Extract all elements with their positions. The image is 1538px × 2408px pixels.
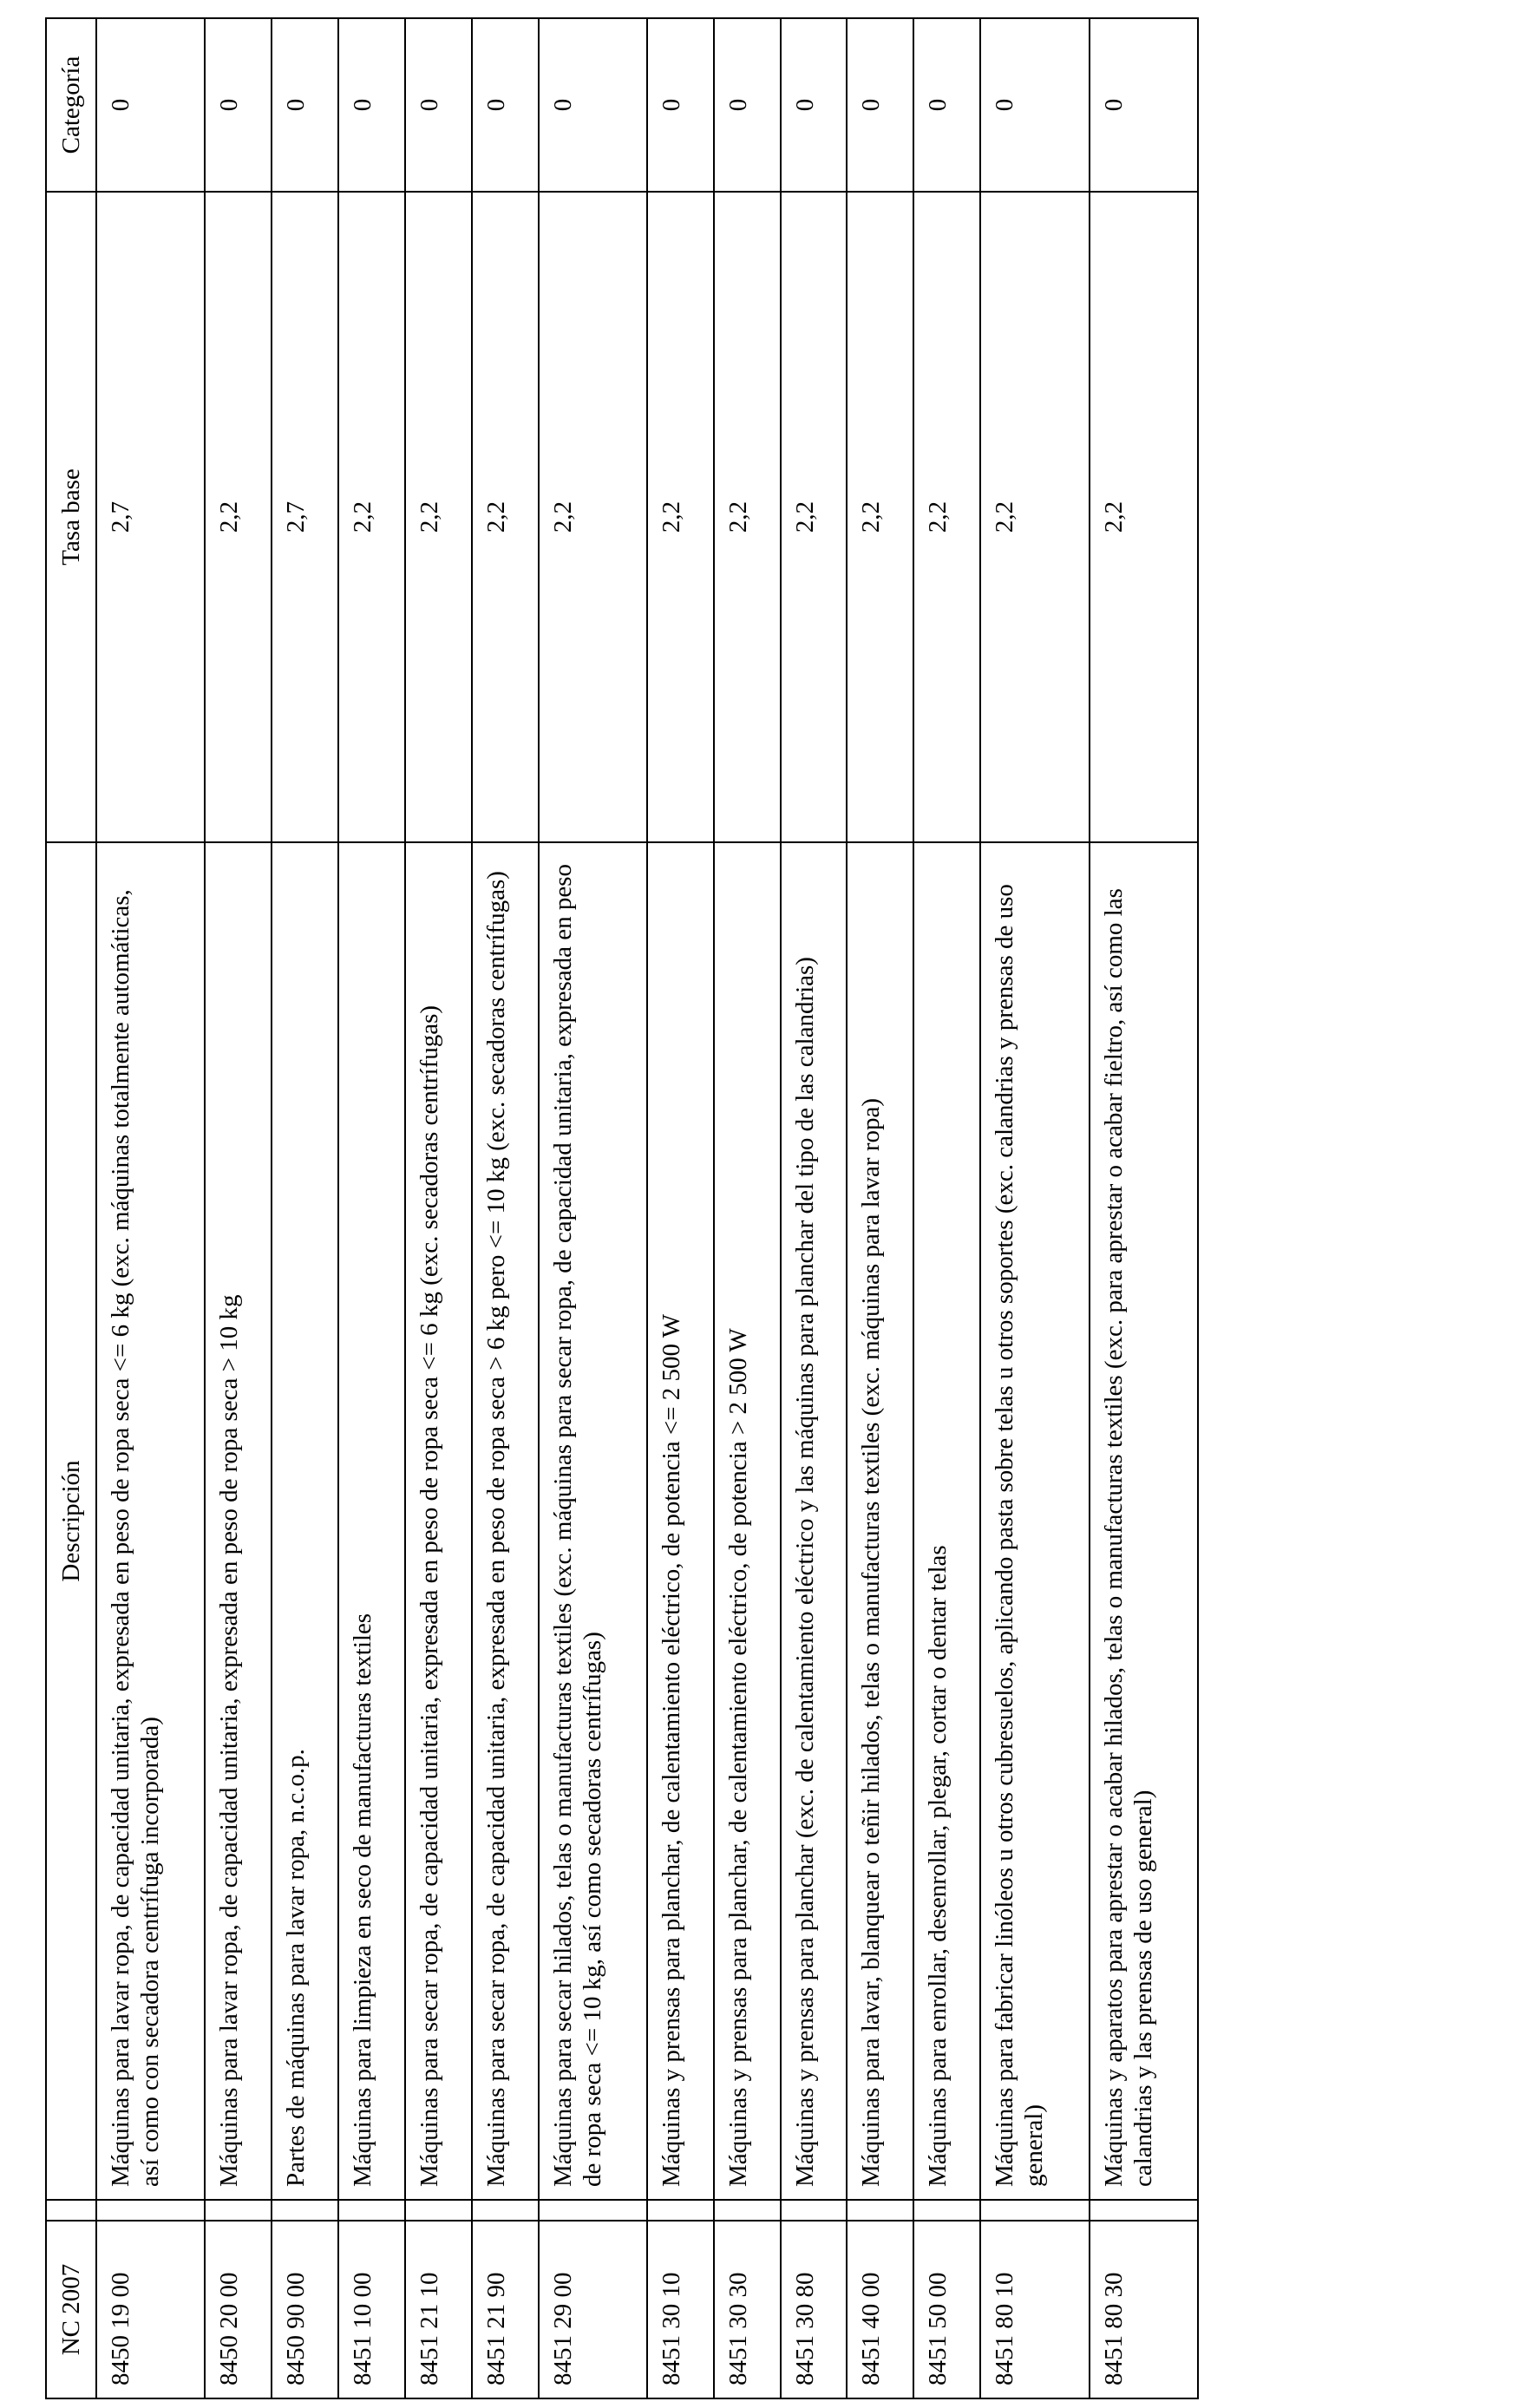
- cell-category: 0: [1090, 18, 1198, 192]
- table-row: [980, 18, 1089, 2398]
- header-row: [46, 18, 96, 2398]
- cell-gap: [847, 2200, 913, 2221]
- cell-gap: [647, 2200, 714, 2221]
- cell-category: 0: [96, 18, 205, 192]
- cell-code: 8451 29 00: [539, 2221, 647, 2398]
- cell-description: Máquinas y prensas para planchar, de calentamiento eléctrico, de potencia <= 2 500 W: [647, 842, 714, 2200]
- cell-category: 0: [781, 18, 848, 192]
- cell-description: Máquinas y prensas para planchar, de calentamiento eléctrico, de potencia > 2 500 W: [714, 842, 781, 2200]
- cell-rate: 2,2: [405, 192, 472, 842]
- cell-description: Máquinas para secar ropa, de capacidad unitaria, expresada en peso de ropa seca <= 6 kg (exc. secadoras centrífugas): [405, 842, 472, 2200]
- cell-code: 8451 30 30: [714, 2221, 781, 2398]
- table-row: [405, 18, 472, 2398]
- cell-rate: 2,2: [472, 192, 539, 842]
- cell-rate: 2,7: [96, 192, 205, 842]
- table-body: [96, 18, 1198, 2398]
- table-row: [647, 18, 714, 2398]
- table-row: [539, 18, 647, 2398]
- cell-description: Máquinas para lavar, blanquear o teñir hilados, telas o manufacturas textiles (exc. máquinas para lavar ropa): [847, 842, 913, 2200]
- cell-gap: [205, 2200, 272, 2221]
- header-description: Descripción: [46, 842, 96, 2200]
- cell-code: 8451 50 00: [913, 2221, 980, 2398]
- cell-description: Máquinas y prensas para planchar (exc. de calentamiento eléctrico y las máquinas para planchar del tipo de las calandrias): [781, 842, 848, 2200]
- table-row: [205, 18, 272, 2398]
- cell-description: Máquinas para lavar ropa, de capacidad unitaria, expresada en peso de ropa seca > 10 kg: [205, 842, 272, 2200]
- cell-gap: [539, 2200, 647, 2221]
- cell-code: 8451 30 80: [781, 2221, 848, 2398]
- cell-code: 8451 30 10: [647, 2221, 714, 2398]
- table-row: [714, 18, 781, 2398]
- cell-category: 0: [647, 18, 714, 192]
- cell-rate: 2,2: [1090, 192, 1198, 842]
- cell-code: 8451 40 00: [847, 2221, 913, 2398]
- cell-code: 8450 90 00: [272, 2221, 338, 2398]
- table-row: [781, 18, 848, 2398]
- header-code: NC 2007: [46, 2221, 96, 2398]
- cell-rate: 2,2: [913, 192, 980, 842]
- table-row: [472, 18, 539, 2398]
- cell-code: 8451 80 10: [980, 2221, 1089, 2398]
- table-row: [272, 18, 338, 2398]
- cell-description: Máquinas para enrollar, desenrollar, plegar, cortar o dentar telas: [913, 842, 980, 2200]
- cell-description: Máquinas para lavar ropa, de capacidad unitaria, expresada en peso de ropa seca <= 6 kg (exc. máquinas totalmente automáticas, así como con secadora centrífuga incorporada): [96, 842, 205, 2200]
- table-row: [913, 18, 980, 2398]
- cell-code: 8451 80 30: [1090, 2221, 1198, 2398]
- cell-rate: 2,7: [272, 192, 338, 842]
- cell-rate: 2,2: [847, 192, 913, 842]
- cell-category: 0: [847, 18, 913, 192]
- cell-gap: [405, 2200, 472, 2221]
- cell-gap: [913, 2200, 980, 2221]
- cell-rate: 2,2: [980, 192, 1089, 842]
- header-rate: Tasa base: [46, 192, 96, 842]
- cell-description: Máquinas para limpieza en seco de manufacturas textiles: [338, 842, 405, 2200]
- cell-category: 0: [205, 18, 272, 192]
- cell-gap: [272, 2200, 338, 2221]
- cell-category: 0: [338, 18, 405, 192]
- table-row: [96, 18, 205, 2398]
- header-gap: [46, 2200, 96, 2221]
- cell-rate: 2,2: [205, 192, 272, 842]
- cell-code: 8451 21 90: [472, 2221, 539, 2398]
- cell-rate: 2,2: [338, 192, 405, 842]
- rotated-page: [45, 19, 1199, 2399]
- cell-description: Máquinas para fabricar linóleos u otros cubresuelos, aplicando pasta sobre telas u otros soportes (exc. calandrias y prensas de uso general): [980, 842, 1089, 2200]
- cell-description: Máquinas y aparatos para aprestar o acabar hilados, telas o manufacturas textiles (exc. para aprestar o acabar fieltro, así como las calandrias y las prensas de uso general): [1090, 842, 1198, 2200]
- cell-description: Máquinas para secar hilados, telas o manufacturas textiles (exc. máquinas para secar ropa, de capacidad unitaria, expresada en peso de ropa seca <= 10 kg, así como secadoras centrífugas): [539, 842, 647, 2200]
- cell-category: 0: [405, 18, 472, 192]
- cell-gap: [338, 2200, 405, 2221]
- table-row: [847, 18, 913, 2398]
- cell-code: 8451 10 00: [338, 2221, 405, 2398]
- cell-category: 0: [714, 18, 781, 192]
- table-row: [338, 18, 405, 2398]
- table-row: [1090, 18, 1198, 2398]
- cell-description: Partes de máquinas para lavar ropa, n.c.o.p.: [272, 842, 338, 2200]
- cell-category: 0: [472, 18, 539, 192]
- cell-code: 8450 20 00: [205, 2221, 272, 2398]
- cell-gap: [1090, 2200, 1198, 2221]
- cell-code: 8450 19 00: [96, 2221, 205, 2398]
- cell-category: 0: [913, 18, 980, 192]
- cell-description: Máquinas para secar ropa, de capacidad unitaria, expresada en peso de ropa seca > 6 kg pero <= 10 kg (exc. secadoras centrífugas): [472, 842, 539, 2200]
- cell-gap: [472, 2200, 539, 2221]
- cell-gap: [781, 2200, 848, 2221]
- cell-rate: 2,2: [647, 192, 714, 842]
- cell-gap: [714, 2200, 781, 2221]
- cell-rate: 2,2: [539, 192, 647, 842]
- cell-category: 0: [539, 18, 647, 192]
- cell-category: 0: [980, 18, 1089, 192]
- cell-rate: 2,2: [714, 192, 781, 842]
- header-category: Categoría: [46, 18, 96, 192]
- tariff-table: [45, 17, 1199, 2399]
- cell-rate: 2,2: [781, 192, 848, 842]
- cell-gap: [96, 2200, 205, 2221]
- cell-gap: [980, 2200, 1089, 2221]
- cell-category: 0: [272, 18, 338, 192]
- cell-code: 8451 21 10: [405, 2221, 472, 2398]
